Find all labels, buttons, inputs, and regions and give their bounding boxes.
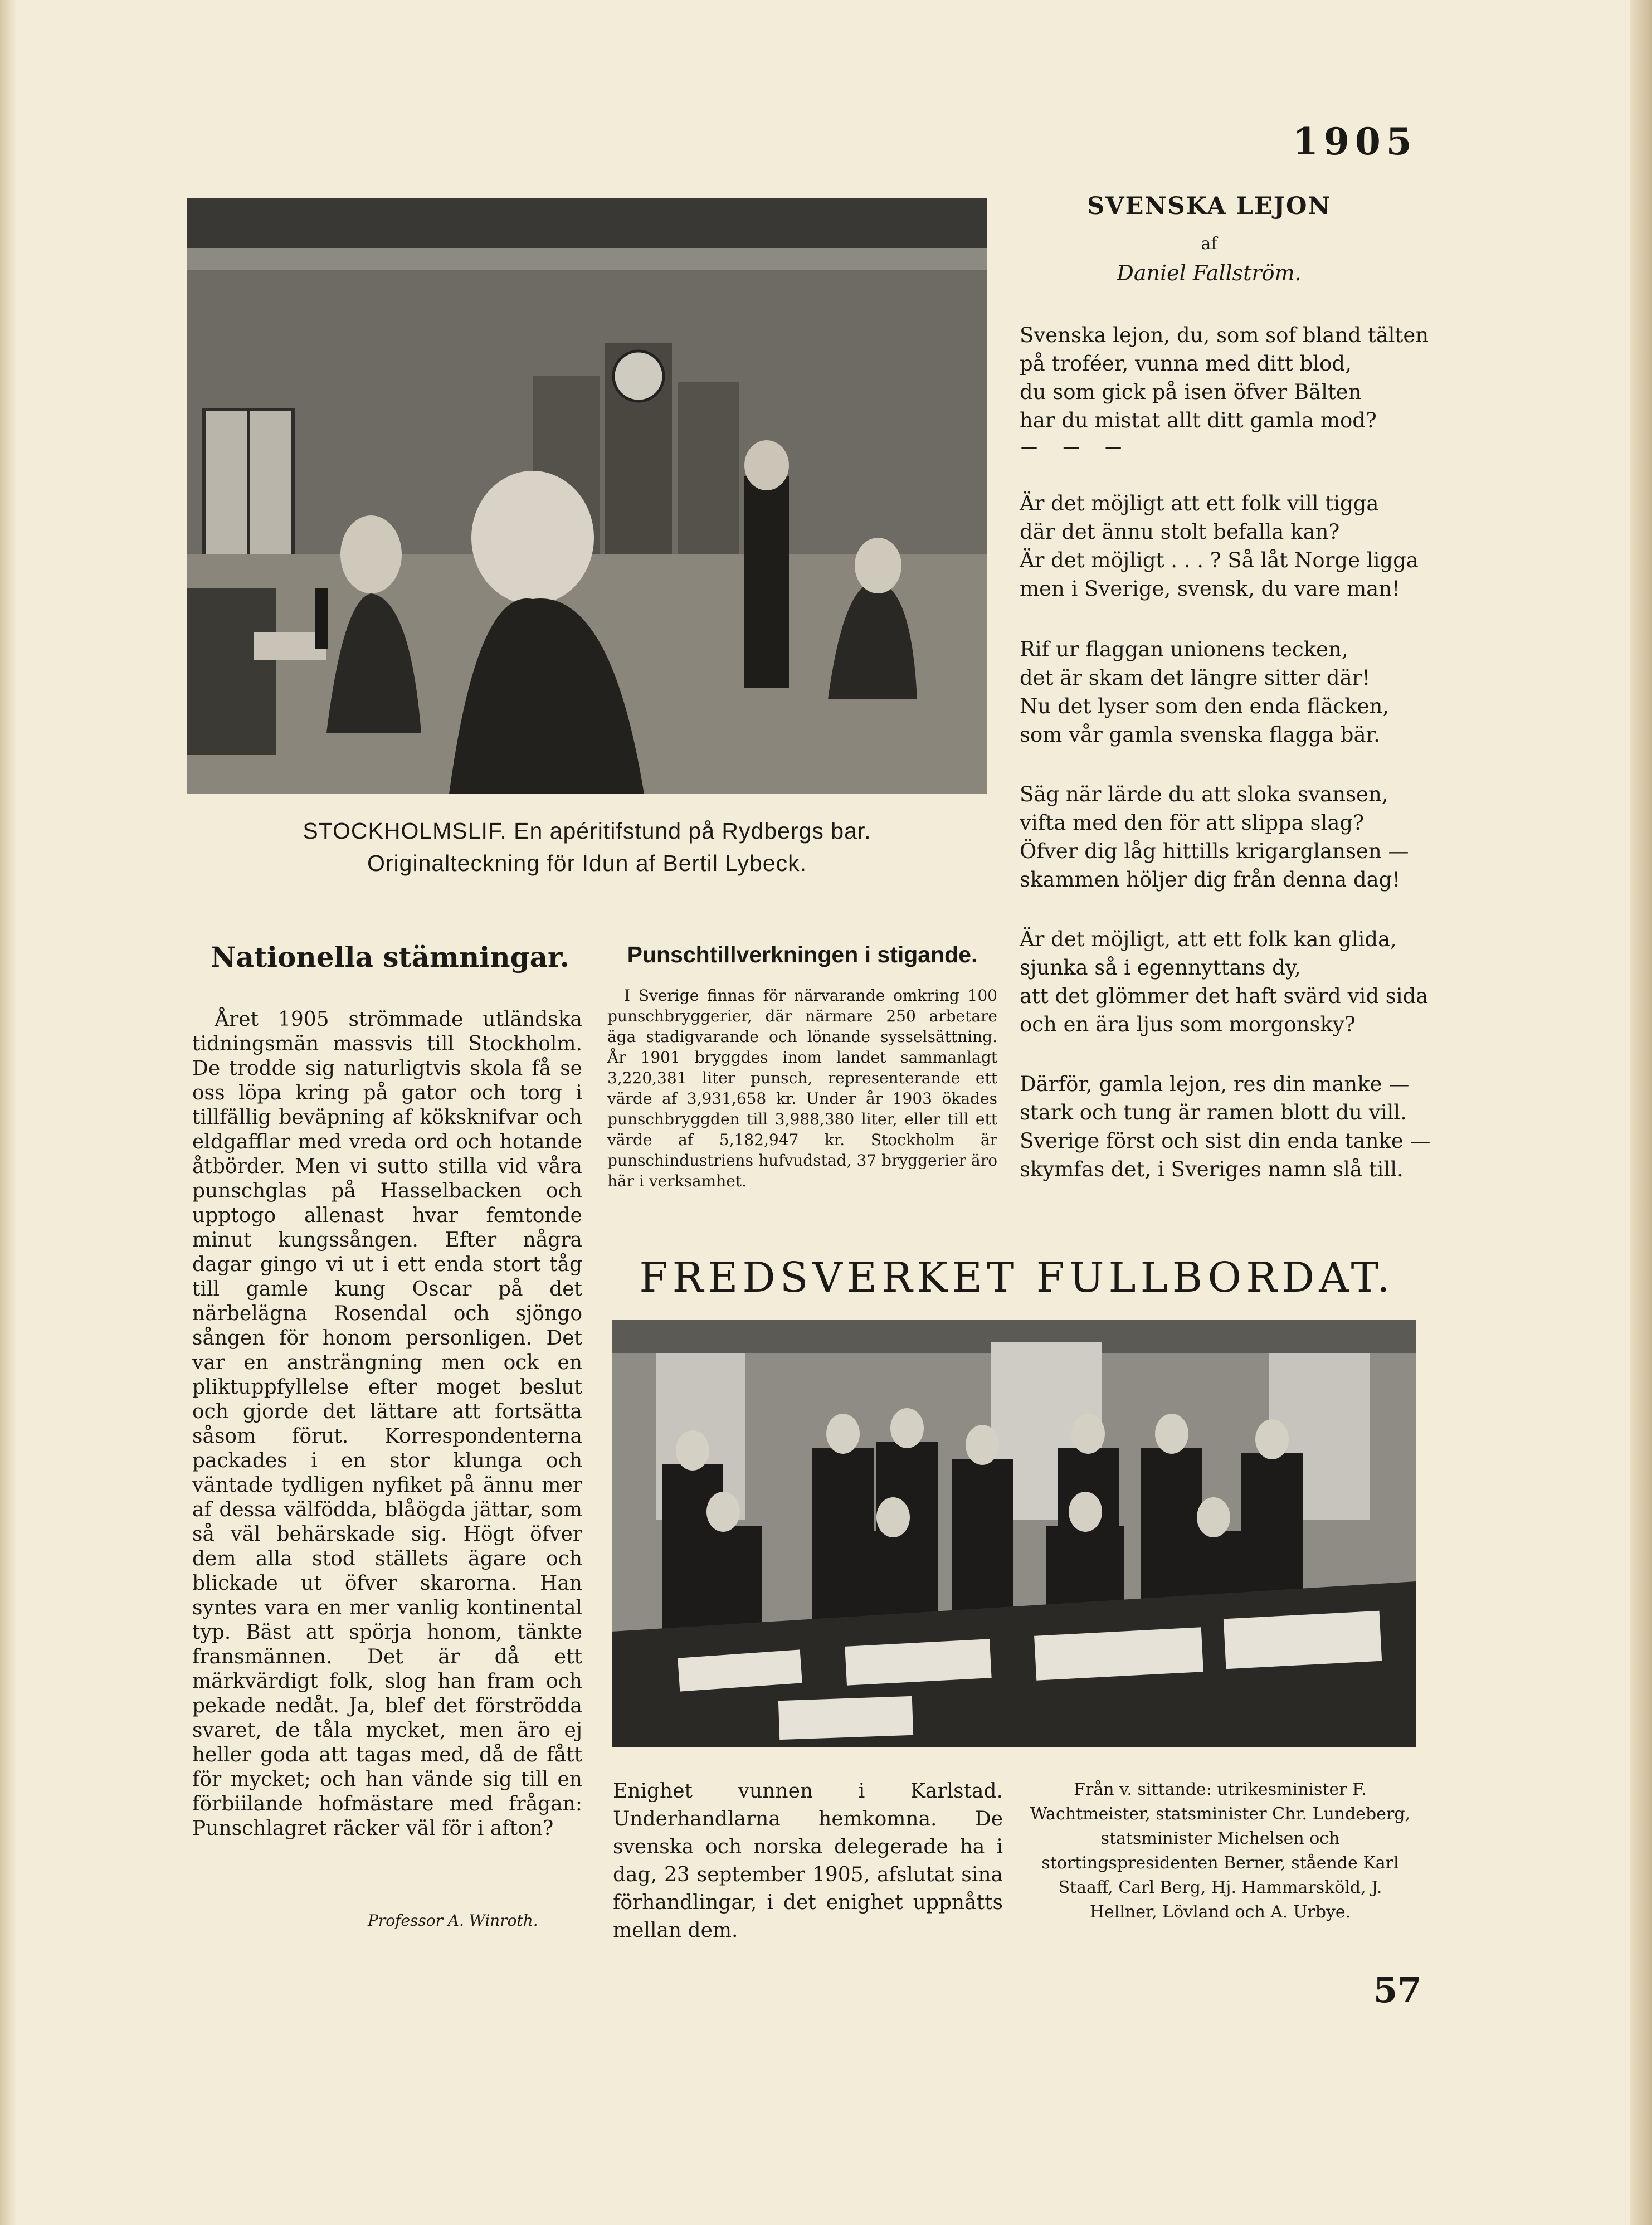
photo-caption-main: Enighet vunnen i Karlstad. Underhandlarna hemkomna. De svenska och norska delegerade ha i dag, 23 september 1905, afslutat sina förhandlingar, i det enighet uppnåtts mellan dem.	[613, 1780, 1003, 1942]
page-edge	[1630, 0, 1652, 2225]
poem-title: SVENSKA LEJON	[1087, 192, 1331, 220]
poem-stanza	[1020, 925, 1429, 1039]
article1-paragraph: Året 1905 strömmade utländska tidningsmän massvis till Stockholm. De trodde sig naturligtvis skola få se oss löpa kring på gator och torg i tillfällig beväpning af köksknifvar och eldgafflar med vreda ord och hotande åtbörder. Men vi sutto stilla vid våra punschglas på Hasselbacken och upptogo allenast hvar femtonde minut kungssången. Efter några dagar gingo vi ut i ett enda stort tåg till gamle kung Oscar på det närbelägna Rosendal och sjöngo sången för honom personligen. Det var en ansträngning men ock en pliktuppfyllelse efter moget beslut och gjorde det lättare att fortsätta såsom förut. Korrespondenterna packades i en stor klunga och väntade tydligen nyfiket på ännu mer af dessa välfödda, blåögda jättar, som så väl behärskade sig. Högt öfver dem alla stod ställets ägare och blickade ut öfver skarorna. Han syntes vara en mer vanlig kontinental typ. Bäst att spörja honom, tänkte fransmännen. Det är då ett märkvärdigt folk, slog han fram och pekade nedåt. Ja, blef det förströdda svaret, de tåla mycket, men äro ej heller goda att tagas med, då de fått för mycket; och han vände sig till en förbiilande hofmästare med frågan: Punschlagret räcker väl för i afton?	[192, 1008, 582, 1840]
poem-line: Sverige först och sist din enda tanke —	[1020, 1129, 1431, 1153]
poem-line: vifta med den för att slippa slag?	[1020, 811, 1364, 835]
article2-title: Punschtillverkningen i stigande.	[627, 942, 978, 967]
poem-stanza	[1020, 489, 1419, 603]
poem-author: Daniel Fallström.	[1117, 261, 1302, 285]
poem-stanza	[1020, 321, 1429, 435]
poem-line: Svenska lejon, du, som sof bland tälten	[1020, 323, 1429, 347]
poem-line: Därför, gamla lejon, res din manke —	[1020, 1072, 1410, 1096]
poem-dashes: — — —	[1021, 437, 1132, 457]
poem-line: Är det möjligt . . . ? Så låt Norge ligga	[1020, 548, 1419, 572]
poem-by: af	[1201, 234, 1217, 254]
poem-line: på troféer, vunna med ditt blod,	[1020, 352, 1352, 376]
photo-caption-names: Från v. sittande: utrikesminister F. Wachtmeister, statsminister Chr. Lundeberg, statsminister Michelsen och stortingspresidenten Berner, stående Karl Staaff, Carl Berg, Hj. Hammarsköld, J. Hellner, Lövland och A. Urbye.	[1030, 1780, 1411, 1922]
illustration-caption	[187, 815, 987, 879]
poem-line: Öfver dig låg hittills krigarglansen —	[1020, 839, 1409, 863]
bar-illustration	[187, 198, 987, 794]
poem-line: stark och tung är ramen blott du vill.	[1020, 1101, 1407, 1124]
article2-paragraph: I Sverige finnas för närvarande omkring 100 punschbryggerier, där närmare 250 arbetare äga stadigvarande och lönande sysselsättning. År 1901 bryggdes inom landet sammanlagt 3,220,381 liter punsch, representerande ett värde af 3,931,658 kr. Under år 1903 ökades punschbryggden till 3,988,380 liter, eller till ett värde af 5,182,947 kr. Stockholm är punschindustriens hufvudstad, 37 bryggerier äro här i verksamhet.	[607, 986, 997, 1190]
poem-line: sjunka så i egennyttans dy,	[1020, 956, 1301, 980]
delegates-photo	[612, 1320, 1416, 1747]
poem-line: Är det möjligt att ett folk vill tigga	[1020, 491, 1379, 515]
article1-signature: Professor A. Winroth.	[368, 1911, 538, 1930]
article1-title: Nationella stämningar.	[210, 941, 570, 973]
poem-line: skammen höljer dig från denna dag!	[1020, 868, 1401, 892]
illustration-caption-line2: Originalteckning för Idun af Bertil Lybeck.	[367, 850, 807, 876]
poem-line: Rif ur flaggan unionens tecken,	[1020, 637, 1348, 661]
article3-title: FREDSVERKET FULLBORDAT.	[639, 1254, 1395, 1302]
poem-line: Är det möjligt, att ett folk kan glida,	[1020, 927, 1397, 951]
poem-line: men i Sverige, svensk, du vare man!	[1020, 577, 1400, 601]
delegates-photo-drawing	[612, 1320, 1416, 1747]
article1-body	[192, 1007, 582, 1841]
poem-stanza	[1020, 780, 1410, 894]
poem-line: att det glömmer det haft svärd vid sida	[1020, 984, 1429, 1008]
poem-line: som vår gamla svenska flagga bär.	[1020, 723, 1380, 747]
poem-line: du som gick på isen öfver Bälten	[1020, 380, 1362, 404]
page-spine-shadow	[0, 0, 17, 2225]
poem-line: har du mistat allt ditt gamla mod?	[1020, 408, 1377, 432]
article2-body	[607, 985, 997, 1191]
poem-line: Nu det lyser som den enda fläcken,	[1020, 694, 1390, 718]
poem-line: och en ära ljus som morgonsky?	[1020, 1012, 1356, 1036]
poem-line: skymfas det, i Sveriges namn slå till.	[1020, 1157, 1404, 1181]
poem-stanza	[1020, 1070, 1431, 1184]
poem-stanza	[1020, 635, 1410, 749]
page-number: 57	[1373, 1970, 1422, 2010]
poem-line: Säg när lärde du att sloka svansen,	[1020, 782, 1388, 806]
poem-line: där det ännu stolt befalla kan?	[1020, 520, 1340, 544]
bar-scene-drawing	[187, 198, 987, 794]
poem-line: det är skam det längre sitter där!	[1020, 666, 1371, 690]
page-year: 1905	[1293, 120, 1417, 163]
illustration-caption-line1: STOCKHOLMSLIF. En apéritifstund på Rydbergs bar.	[303, 818, 871, 844]
